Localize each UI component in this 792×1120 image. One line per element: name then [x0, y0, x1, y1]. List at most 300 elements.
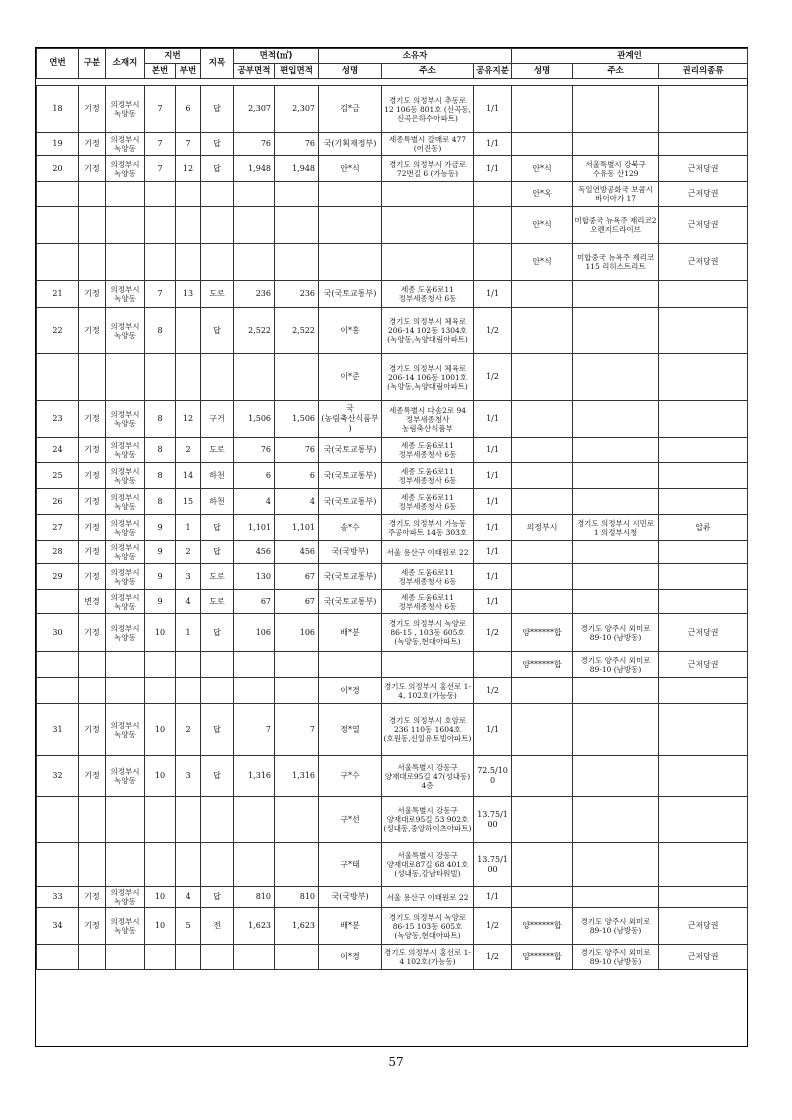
cell-owner-share [474, 652, 512, 678]
cell-owner-share: 72.5/100 [474, 756, 512, 797]
cell-rel-right [659, 541, 748, 564]
cell-owner-name: 구*태 [319, 843, 382, 887]
cell-lot-sub: 1 [176, 614, 201, 652]
cell-rel-name [512, 541, 573, 564]
cell-owner-address: 세종특별시 갈매로 477 (어진동) [382, 133, 474, 156]
cell-type: 기정 [79, 756, 106, 797]
cell-owner-name: 구*선 [319, 797, 382, 843]
cell-row-no: 33 [37, 887, 79, 908]
cell-owner-address: 세종 도움6로11 정부세종청사 6동 [382, 564, 474, 590]
cell-area-registry: 130 [234, 564, 275, 590]
cell-area-included [275, 652, 319, 678]
cell-land-type: 답 [201, 156, 234, 182]
cell-owner-share: 1/2 [474, 308, 512, 354]
cell-owner-address [382, 244, 474, 281]
cell-area-registry [234, 354, 275, 401]
cell-lot-main: 7 [145, 133, 176, 156]
header-owner-share: 공유지분 [474, 64, 512, 79]
cell-land-type: 도로 [201, 281, 234, 308]
cell-owner-address [382, 182, 474, 207]
cell-area-registry: 6 [234, 463, 275, 489]
cell-lot-main: 7 [145, 156, 176, 182]
cell-location: 의정부시 녹양동 [106, 614, 145, 652]
cell-location: 의정부시 녹양동 [106, 86, 145, 133]
cell-row-no [37, 843, 79, 887]
cell-land-type [201, 797, 234, 843]
cell-lot-main: 7 [145, 281, 176, 308]
cell-area-included [275, 354, 319, 401]
cell-location [106, 354, 145, 401]
cell-rel-right [659, 354, 748, 401]
cell-rel-right [659, 564, 748, 590]
cell-rel-address: 경기도 양주시 외미로 89-10 (남방동) [573, 614, 659, 652]
cell-rel-right [659, 281, 748, 308]
cell-rel-name [512, 401, 573, 438]
cell-rel-name [512, 133, 573, 156]
table-row [37, 207, 748, 244]
cell-lot-sub: 2 [176, 438, 201, 463]
cell-owner-share: 1/1 [474, 438, 512, 463]
cell-rel-right [659, 489, 748, 515]
cell-rel-address: 미합중국 뉴욕주 제리코2 오렌지드라이브 [573, 207, 659, 244]
header-lot: 지번 [145, 49, 201, 64]
table-row [37, 945, 748, 970]
cell-location: 의정부시 녹양동 [106, 133, 145, 156]
header-owner-name: 성명 [319, 64, 382, 79]
cell-rel-name [512, 281, 573, 308]
cell-rel-name: 양******합 [512, 614, 573, 652]
table-row [37, 515, 748, 541]
cell-rel-name: 안*옥 [512, 182, 573, 207]
cell-owner-share: 1/1 [474, 86, 512, 133]
cell-owner-address: 세종 도움6로11 정부세종청사 6동 [382, 281, 474, 308]
cell-lot-sub: 4 [176, 590, 201, 614]
table-row [37, 401, 748, 438]
cell-lot-sub [176, 945, 201, 970]
land-table [36, 48, 748, 970]
cell-type: 기정 [79, 887, 106, 908]
cell-owner-address: 서울특별시 강동구 양재대로95길 47(성내동) 4층 [382, 756, 474, 797]
header-spacer [37, 79, 748, 86]
cell-area-registry: 4 [234, 489, 275, 515]
cell-rel-name [512, 489, 573, 515]
header-owner-address: 주소 [382, 64, 474, 79]
cell-row-no: 24 [37, 438, 79, 463]
cell-lot-sub: 2 [176, 541, 201, 564]
cell-location: 의정부시 녹양동 [106, 156, 145, 182]
cell-owner-address: 경기도 의정부시 추동로 12 106동 801호 (신곡동, 신곡은하수아파트) [382, 86, 474, 133]
table-row [37, 133, 748, 156]
header-rel-right: 권리의종류 [659, 64, 748, 79]
cell-owner-share: 1/1 [474, 156, 512, 182]
cell-owner-name: 송*수 [319, 515, 382, 541]
cell-area-registry [234, 207, 275, 244]
cell-area-included: 67 [275, 590, 319, 614]
cell-location: 의정부시 녹양동 [106, 590, 145, 614]
cell-row-no: 20 [37, 156, 79, 182]
cell-area-included: 1,101 [275, 515, 319, 541]
cell-lot-sub [176, 843, 201, 887]
cell-rel-name [512, 704, 573, 756]
cell-owner-name: 국(국토교통부) [319, 489, 382, 515]
cell-land-type [201, 182, 234, 207]
cell-rel-address [573, 704, 659, 756]
cell-rel-address [573, 401, 659, 438]
cell-rel-name [512, 756, 573, 797]
cell-lot-main [145, 244, 176, 281]
cell-rel-right: 근저당권 [659, 614, 748, 652]
table-row [37, 887, 748, 908]
cell-type: 변경 [79, 590, 106, 614]
header-area-registry: 공부면적 [234, 64, 275, 79]
cell-owner-name: 정*열 [319, 704, 382, 756]
cell-row-no: 26 [37, 489, 79, 515]
cell-area-included [275, 843, 319, 887]
cell-area-registry [234, 244, 275, 281]
cell-row-no: 23 [37, 401, 79, 438]
cell-row-no [37, 945, 79, 970]
cell-rel-address: 경기도 양주시 외미로 89-10 (남방동) [573, 908, 659, 945]
cell-row-no: 21 [37, 281, 79, 308]
cell-owner-share: 1/1 [474, 515, 512, 541]
cell-owner-share [474, 244, 512, 281]
cell-lot-main: 10 [145, 887, 176, 908]
cell-owner-address: 경기도 의정부시 가금로 72번길 6 (가능동) [382, 156, 474, 182]
cell-row-no: 31 [37, 704, 79, 756]
cell-type: 기정 [79, 281, 106, 308]
cell-lot-main [145, 678, 176, 704]
cell-rel-name [512, 308, 573, 354]
cell-lot-sub [176, 308, 201, 354]
cell-rel-address: 경기도 양주시 외미로 89-10 (남방동) [573, 945, 659, 970]
cell-owner-address: 서울특별시 강동구 양재대로87길 68 401호 (성내동,강남타워빌) [382, 843, 474, 887]
cell-rel-right: 근저당권 [659, 207, 748, 244]
cell-rel-address [573, 133, 659, 156]
cell-lot-main [145, 182, 176, 207]
cell-rel-name: 양******합 [512, 908, 573, 945]
cell-land-type [201, 678, 234, 704]
cell-type [79, 182, 106, 207]
cell-land-type: 답 [201, 86, 234, 133]
cell-land-type: 답 [201, 541, 234, 564]
cell-owner-name: 이*경 [319, 945, 382, 970]
cell-owner-name: 국(기획재정부) [319, 133, 382, 156]
cell-land-type: 전 [201, 908, 234, 945]
cell-row-no: 19 [37, 133, 79, 156]
table-row [37, 438, 748, 463]
cell-rel-address [573, 281, 659, 308]
cell-owner-name: 국(국토교통부) [319, 590, 382, 614]
cell-row-no [37, 678, 79, 704]
cell-owner-address: 경기도 의정부시 체육로 206-14 106동 1001호(녹양동,녹양대림아파트) [382, 354, 474, 401]
cell-rel-right: 근저당권 [659, 652, 748, 678]
cell-owner-share: 1/1 [474, 887, 512, 908]
cell-owner-name: 국(국토교통부) [319, 438, 382, 463]
cell-land-type: 답 [201, 704, 234, 756]
cell-owner-share: 1/1 [474, 463, 512, 489]
cell-lot-main [145, 207, 176, 244]
cell-location [106, 207, 145, 244]
cell-location [106, 182, 145, 207]
table-row [37, 797, 748, 843]
cell-land-type [201, 354, 234, 401]
cell-owner-name: 이*홍 [319, 308, 382, 354]
cell-lot-main [145, 652, 176, 678]
cell-rel-address [573, 463, 659, 489]
cell-rel-right [659, 86, 748, 133]
cell-row-no [37, 590, 79, 614]
header-stakeholder: 관계인 [512, 49, 748, 64]
cell-owner-name: 김*금 [319, 86, 382, 133]
cell-location: 의정부시 녹양동 [106, 515, 145, 541]
cell-lot-sub [176, 244, 201, 281]
cell-lot-sub [176, 182, 201, 207]
cell-land-type: 도로 [201, 438, 234, 463]
cell-owner-share: 13.75/100 [474, 843, 512, 887]
cell-row-no [37, 354, 79, 401]
table-row [37, 86, 748, 133]
cell-owner-share: 1/1 [474, 133, 512, 156]
cell-lot-main: 10 [145, 704, 176, 756]
cell-land-type [201, 652, 234, 678]
table-row [37, 489, 748, 515]
cell-owner-share: 1/2 [474, 614, 512, 652]
cell-owner-address: 경기도 의정부시 홍선로 1-4 102호(가능동) [382, 945, 474, 970]
cell-location [106, 945, 145, 970]
cell-rel-address: 미합중국 뉴욕주 제리코 115 리히스트리트 [573, 244, 659, 281]
cell-row-no [37, 797, 79, 843]
cell-type: 기정 [79, 438, 106, 463]
cell-rel-name: 양******합 [512, 945, 573, 970]
cell-rel-right [659, 308, 748, 354]
cell-area-included: 810 [275, 887, 319, 908]
cell-rel-address [573, 797, 659, 843]
cell-rel-name [512, 438, 573, 463]
cell-row-no: 22 [37, 308, 79, 354]
cell-area-registry: 1,101 [234, 515, 275, 541]
cell-lot-sub: 3 [176, 756, 201, 797]
cell-owner-share: 1/1 [474, 401, 512, 438]
cell-lot-main: 9 [145, 590, 176, 614]
cell-type [79, 207, 106, 244]
cell-row-no [37, 244, 79, 281]
cell-location [106, 797, 145, 843]
cell-area-registry: 2,522 [234, 308, 275, 354]
cell-lot-main: 7 [145, 86, 176, 133]
cell-rel-name [512, 86, 573, 133]
cell-land-type: 답 [201, 614, 234, 652]
cell-rel-address [573, 86, 659, 133]
cell-area-included: 2,522 [275, 308, 319, 354]
table-row [37, 564, 748, 590]
table-row [37, 463, 748, 489]
cell-lot-main [145, 945, 176, 970]
cell-type: 기정 [79, 704, 106, 756]
cell-owner-share: 1/2 [474, 945, 512, 970]
cell-owner-name: 배*분 [319, 908, 382, 945]
cell-owner-share: 1/1 [474, 704, 512, 756]
cell-lot-sub: 15 [176, 489, 201, 515]
cell-type: 기정 [79, 308, 106, 354]
cell-rel-right [659, 756, 748, 797]
cell-rel-address [573, 489, 659, 515]
cell-rel-name: 안*식 [512, 207, 573, 244]
cell-owner-address: 경기도 의정부시 가능동 주공아파트 14동 303호 [382, 515, 474, 541]
table-row [37, 843, 748, 887]
cell-area-included: 7 [275, 704, 319, 756]
cell-type: 기정 [79, 463, 106, 489]
cell-lot-main: 9 [145, 541, 176, 564]
cell-type: 기정 [79, 133, 106, 156]
cell-row-no [37, 207, 79, 244]
cell-land-type: 하천 [201, 489, 234, 515]
cell-type: 기정 [79, 564, 106, 590]
cell-area-registry: 76 [234, 133, 275, 156]
cell-location: 의정부시 녹양동 [106, 308, 145, 354]
cell-rel-address [573, 438, 659, 463]
cell-rel-right [659, 463, 748, 489]
cell-area-included [275, 797, 319, 843]
cell-lot-sub: 6 [176, 86, 201, 133]
cell-owner-name: 국(국토교통부) [319, 463, 382, 489]
table-body [37, 86, 748, 970]
cell-rel-address [573, 756, 659, 797]
cell-owner-address: 경기도 의정부시 녹양로 86-15 , 103동 605호 (녹양동,현대아파트) [382, 614, 474, 652]
cell-owner-share: 13.75/100 [474, 797, 512, 843]
cell-land-type: 답 [201, 133, 234, 156]
cell-rel-right: 근저당권 [659, 244, 748, 281]
cell-area-included: 106 [275, 614, 319, 652]
cell-rel-address [573, 541, 659, 564]
cell-land-type: 답 [201, 756, 234, 797]
document-frame [35, 47, 748, 1047]
cell-owner-address: 세종 도움6로11 정부세종청사 6동 [382, 590, 474, 614]
cell-land-type [201, 244, 234, 281]
table-row [37, 908, 748, 945]
cell-row-no: 29 [37, 564, 79, 590]
cell-owner-address: 세종 도움6로11 정부세종청사 6동 [382, 489, 474, 515]
cell-location: 의정부시 녹양동 [106, 463, 145, 489]
cell-area-included: 76 [275, 438, 319, 463]
cell-lot-sub [176, 207, 201, 244]
table-row [37, 541, 748, 564]
cell-rel-address: 독일연방공화국 보쿰시 바이아가 17 [573, 182, 659, 207]
cell-lot-main: 8 [145, 401, 176, 438]
header-area-included: 편입면적 [275, 64, 319, 79]
cell-lot-main [145, 797, 176, 843]
cell-owner-name: 이*준 [319, 354, 382, 401]
cell-rel-name [512, 843, 573, 887]
table-row [37, 244, 748, 281]
cell-area-included [275, 244, 319, 281]
cell-lot-sub [176, 678, 201, 704]
header-rel-address: 주소 [573, 64, 659, 79]
cell-rel-right [659, 843, 748, 887]
cell-rel-name [512, 678, 573, 704]
cell-rel-right: 근저당권 [659, 908, 748, 945]
table-row [37, 756, 748, 797]
cell-rel-name [512, 797, 573, 843]
cell-rel-right [659, 133, 748, 156]
cell-lot-sub [176, 354, 201, 401]
cell-lot-sub: 1 [176, 515, 201, 541]
cell-location: 의정부시 녹양동 [106, 908, 145, 945]
cell-owner-share: 1/1 [474, 541, 512, 564]
cell-lot-main [145, 354, 176, 401]
cell-rel-address [573, 354, 659, 401]
cell-owner-address: 경기도 의정부시 체육로 206-14 102동 1304호(녹양동,녹양대림아파트) [382, 308, 474, 354]
table-row [37, 704, 748, 756]
cell-owner-address: 세종 도움6로11 정부세종청사 6동 [382, 463, 474, 489]
cell-owner-share: 1/1 [474, 590, 512, 614]
cell-land-type: 하천 [201, 463, 234, 489]
cell-land-type: 답 [201, 308, 234, 354]
table-header [37, 49, 748, 86]
cell-lot-main: 8 [145, 308, 176, 354]
cell-owner-share [474, 182, 512, 207]
cell-land-type: 구거 [201, 401, 234, 438]
cell-row-no: 30 [37, 614, 79, 652]
cell-owner-address: 경기도 의정부시 녹양로 86-15 103동 605호 (녹양동,현대아파트) [382, 908, 474, 945]
cell-area-included: 76 [275, 133, 319, 156]
cell-lot-main: 10 [145, 756, 176, 797]
header-owner: 소유자 [319, 49, 512, 64]
cell-type: 기정 [79, 489, 106, 515]
cell-area-included: 456 [275, 541, 319, 564]
cell-owner-address: 세종특별시 다솜2로 94 정부세종청사 농림축산식품부 [382, 401, 474, 438]
cell-land-type: 도로 [201, 590, 234, 614]
cell-owner-name: 국(국방부) [319, 541, 382, 564]
cell-type [79, 652, 106, 678]
table-row [37, 156, 748, 182]
table-row [37, 614, 748, 652]
cell-owner-name: 이*경 [319, 678, 382, 704]
cell-rel-right: 압류 [659, 515, 748, 541]
header-area: 면적(㎡) [234, 49, 319, 64]
cell-area-registry: 810 [234, 887, 275, 908]
cell-lot-main: 10 [145, 908, 176, 945]
cell-area-registry: 1,623 [234, 908, 275, 945]
cell-area-registry [234, 678, 275, 704]
cell-rel-address [573, 308, 659, 354]
cell-area-registry: 236 [234, 281, 275, 308]
cell-owner-address: 경기도 의정부시 호암로 236 110동 1604호(호원동,신일유토빌아파트) [382, 704, 474, 756]
cell-land-type [201, 945, 234, 970]
cell-lot-sub [176, 652, 201, 678]
cell-location: 의정부시 녹양동 [106, 401, 145, 438]
table-row [37, 281, 748, 308]
cell-lot-sub [176, 797, 201, 843]
cell-area-registry: 76 [234, 438, 275, 463]
cell-area-registry: 1,316 [234, 756, 275, 797]
cell-rel-right [659, 797, 748, 843]
cell-area-included: 67 [275, 564, 319, 590]
cell-area-registry [234, 182, 275, 207]
cell-area-registry: 456 [234, 541, 275, 564]
cell-type [79, 797, 106, 843]
cell-area-included [275, 207, 319, 244]
cell-rel-name [512, 564, 573, 590]
cell-owner-address: 서울 용산구 이태원로 22 [382, 541, 474, 564]
cell-lot-main: 9 [145, 564, 176, 590]
cell-type: 기정 [79, 401, 106, 438]
cell-row-no [37, 182, 79, 207]
cell-owner-name: 국(국방부) [319, 887, 382, 908]
cell-owner-share: 1/2 [474, 354, 512, 401]
header-row-no: 연번 [37, 49, 79, 79]
cell-rel-right: 근저당권 [659, 156, 748, 182]
cell-row-no: 27 [37, 515, 79, 541]
